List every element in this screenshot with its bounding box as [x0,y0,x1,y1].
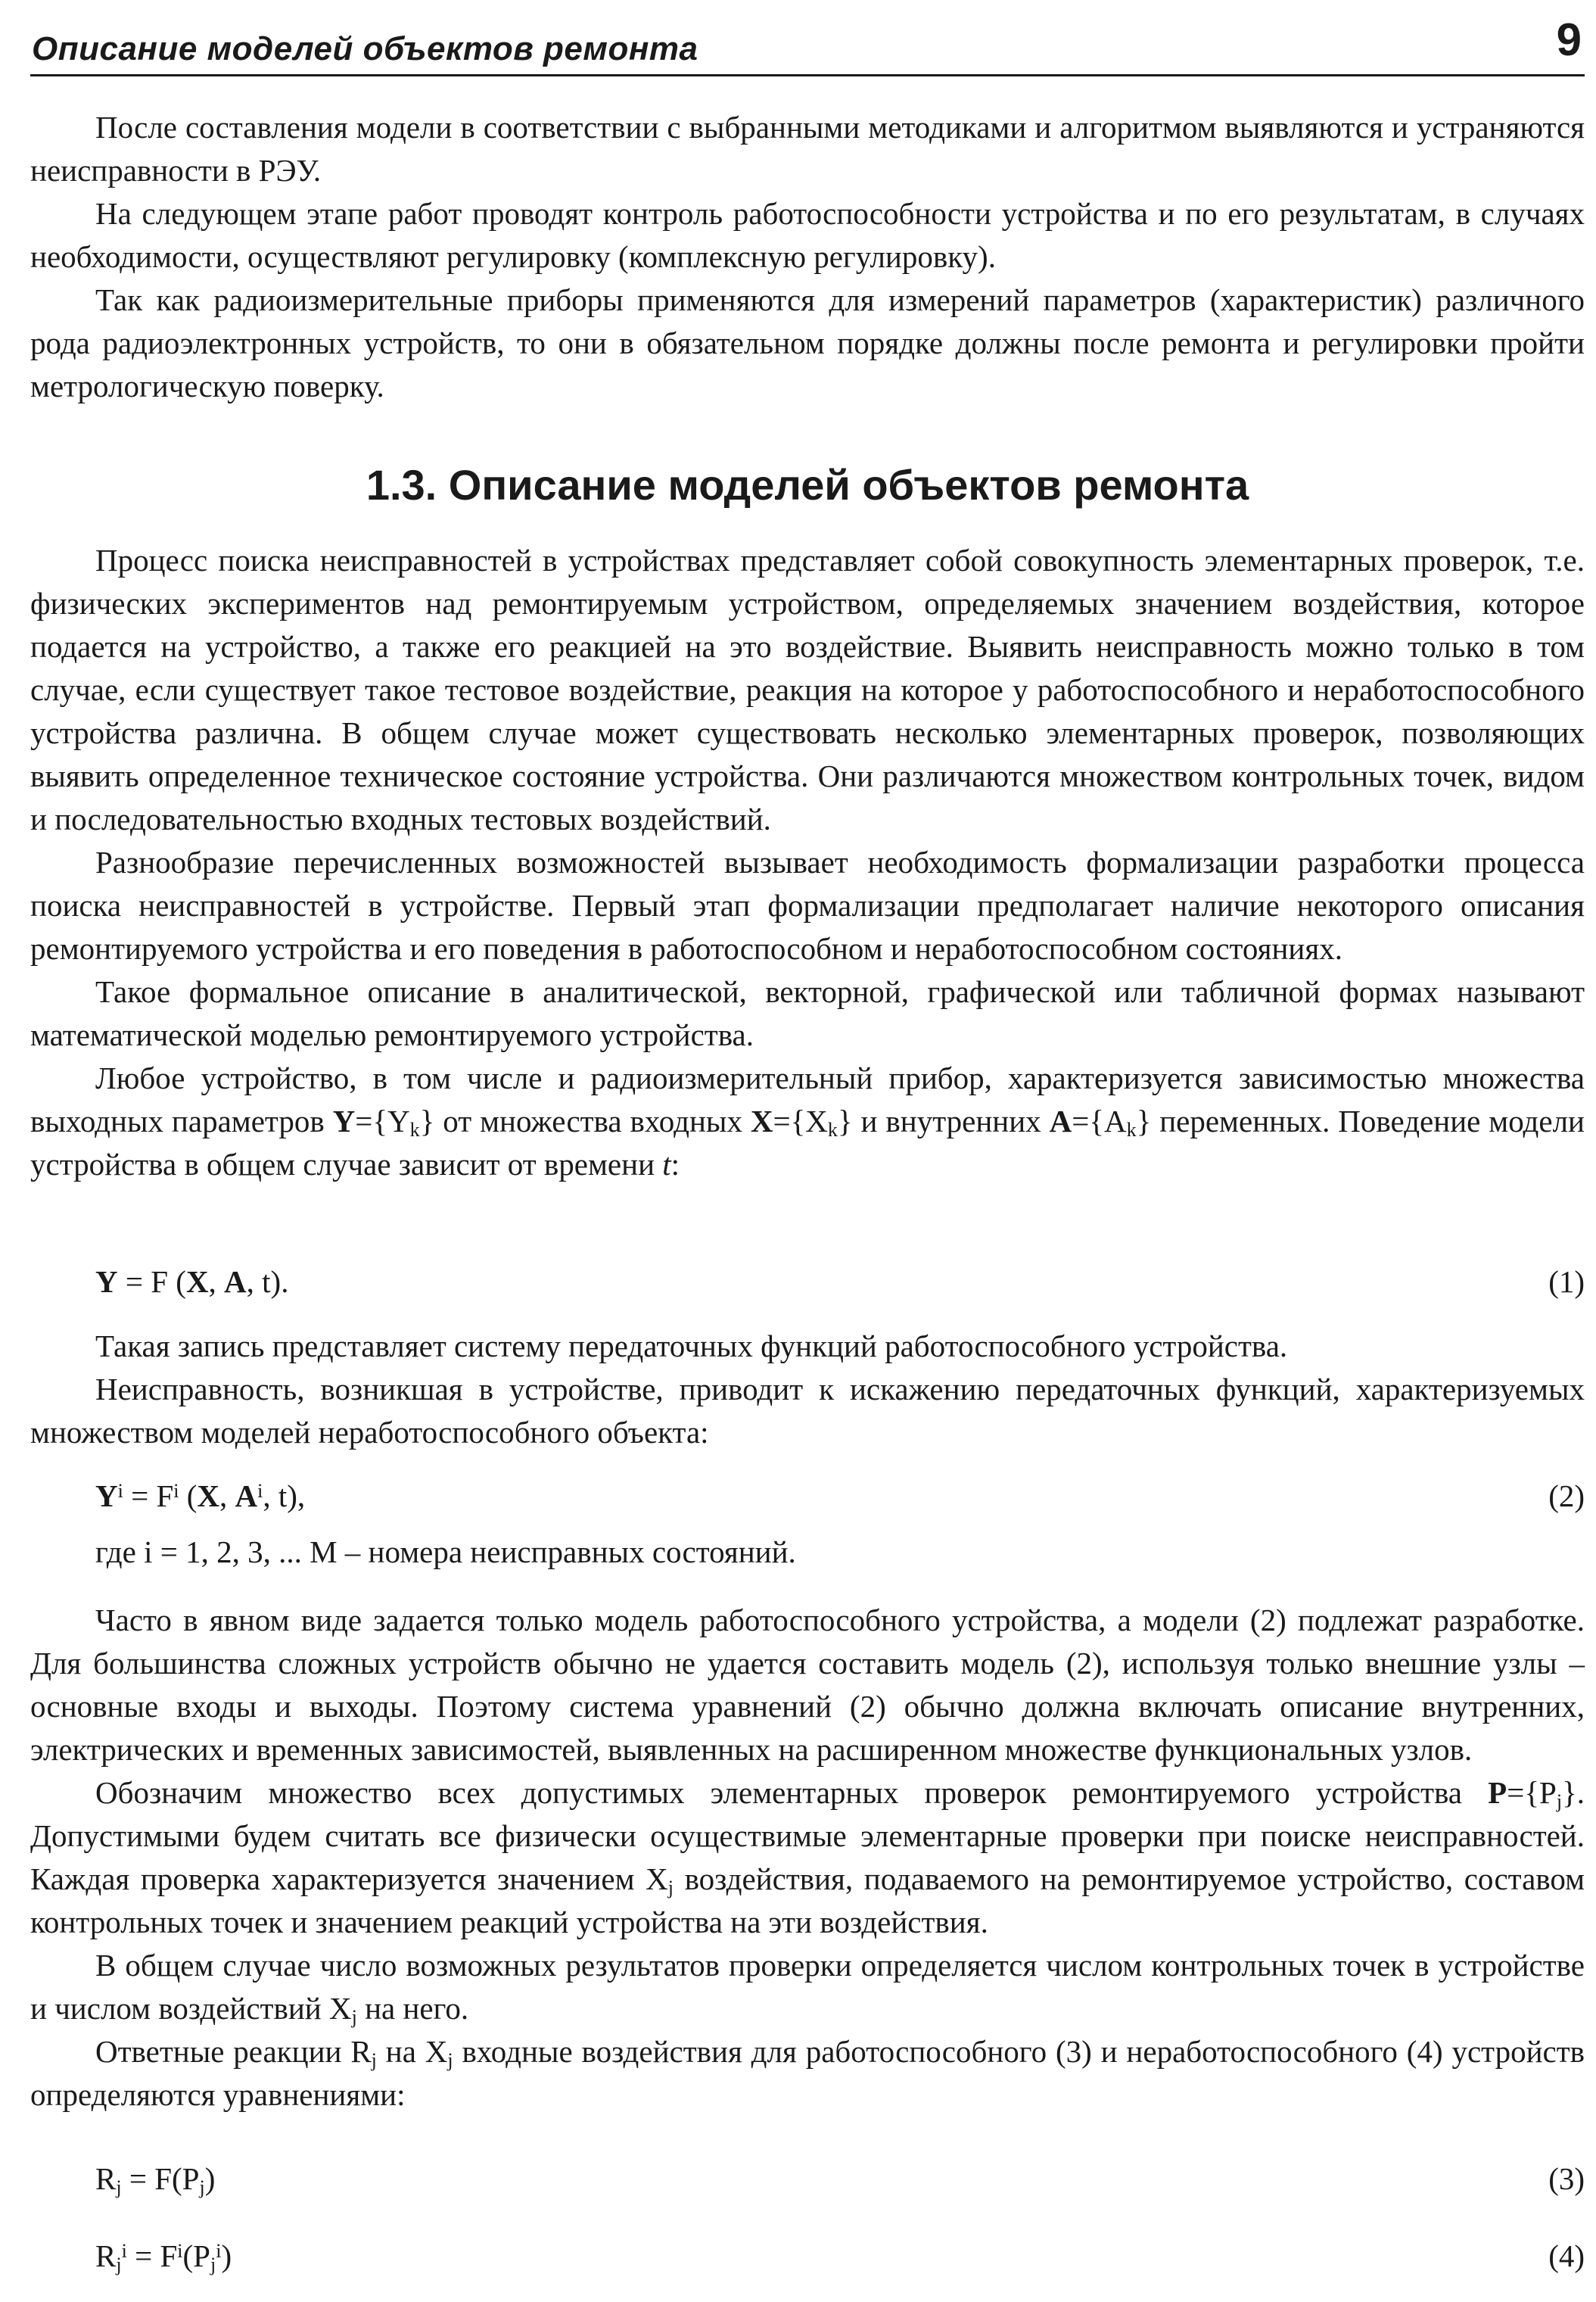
equation-3 [95,2157,1585,2201]
intro-paragraph-3: Так как радиоизмерительные приборы применяются для измерений параметров (характеристик) различного рода радиоэлектронных устройств, то они в обязательном порядке должны после ремонта и регулировки пройти метрологическую поверку. [30,282,1585,403]
section-paragraph-9: В общем случае число возможных результатов проверки определяется числом контрольных точек в устройстве и числом воздействий $X_j$ на него. [30,1948,1585,2028]
section-block-1 [30,539,1585,1186]
intro-paragraph-1: После составления модели в соответствии с выбранными методиками и алгоритмом выявляются и устраняются неисправности в РЭУ. [30,110,1585,188]
page-number: 9 [1556,14,1582,65]
section-paragraph-1: Процесс поиска неисправностей в устройствах представляет собой совокупность элементарных проверок, т.е. физических экспериментов над ремонтируемым устройством, определяемых значением воздействия, которое подается на устройство, а также его реакцией на это воздействие. Выявить неисправность можно только в том случае, если существует такое тестовое воздействие, реакция на которое у работоспособного и неработоспособного устройства различна. В общем случае может существовать несколько элементарных проверок, позволяющих выявить определенное техническое состояние устройства. Они различаются множеством контрольных точек, видом и последовательностью входных тестовых воздействий. [30,543,1585,836]
running-header [30,14,1585,76]
equation-4-formula: $R_j^i = F^i(P_j^i)$ [95,2238,232,2276]
section-paragraph-2: Разнообразие перечисленных возможностей вызывает необходимость формализации разработки процесса поиска неисправностей в устройстве. Первый этап формализации предполагает наличие некоторого описания ремонтируемого устройства и его поведения в работоспособном и неработоспособном состояниях. [30,845,1585,966]
section-heading: 1.3. Описание моделей объектов ремонта [366,461,1249,509]
section-paragraph-6: Неисправность, возникшая в устройстве, приводит к искажению передаточных функций, характеризуемых множеством моделей неработоспособного объекта: [30,1372,1585,1450]
section-paragraph-3: Такое формальное описание в аналитической, векторной, графической или табличной формах называют математической моделью ремонтируемого устройства. [30,974,1585,1052]
intro-block [30,106,1585,408]
running-title: Описание моделей объектов ремонта [32,30,698,67]
equation-2-formula: $Y^i = F^i$ (X, $A^i$, t), [95,1478,306,1513]
equation-1 [95,1260,1585,1304]
equation-3-number: (3) [1548,2161,1585,2196]
section-paragraph-4: Любое устройство, в том числе и радиоизмерительный прибор, характеризуется зависимостью множества выходных параметров $Y=\{Y_k\}$ от множества входных $X=\{X_k\}$ и внутренних $A=\{A_k\}$ переменных. Поведение модели устройства в общем случае зависит от времени t: [30,1061,1585,1182]
section-block-2 [30,1325,1585,1454]
section-paragraph-10: Ответные реакции $R_j$ на $X_j$ входные воздействия для работоспособного (3) и неработоспособного (4) устройств определяются уравнениями: [30,2034,1585,2112]
equation-4 [95,2235,1585,2278]
equation-2 [95,1475,1585,1518]
section-paragraph-7: Часто в явном виде задается только модель работоспособного устройства, а модели (2) подлежат разработке. Для большинства сложных устройств обычно не удается составить модель (2), используя только внешние узлы – основные входы и выходы. Поэтому система уравнений (2) обычно должна включать описание внутренних, электрических и временных зависимостей, выявленных на расширенном множестве функциональных узлов. [30,1603,1585,1767]
equation-4-number: (4) [1548,2238,1585,2273]
section-block-3 [30,1599,1585,2117]
equation-3-formula: $R_j = F(P_j)$ [95,2161,216,2198]
equation-2-note: где i = 1, 2, 3, ... M – номера неисправных состояний. [95,1534,796,1569]
intro-paragraph-2: На следующем этапе работ проводят контроль работоспособности устройства и по его результатам, в случаях необходимости, осуществляют регулировку (комплексную регулировку). [30,196,1585,274]
section-paragraph-5: Такая запись представляет систему передаточных функций работоспособного устройства. [95,1329,1288,1363]
equation-2-number: (2) [1548,1478,1585,1513]
equation-1-formula: Y = F (X, A, t). [95,1264,289,1299]
equation-1-number: (1) [1548,1264,1585,1299]
section-paragraph-8: Обозначим множество всех допустимых элементарных проверок ремонтируемого устройства $P=\{P_j\}$. Допустимыми будем считать все физически осуществимые элементарные проверки при поиске неисправностей. Каждая проверка характеризуется значением $X_j$ воздействия, подаваемого на ремонтируемое устройство, составом контрольных точек и значением реакций устройства на эти воздействия. [30,1775,1585,1939]
